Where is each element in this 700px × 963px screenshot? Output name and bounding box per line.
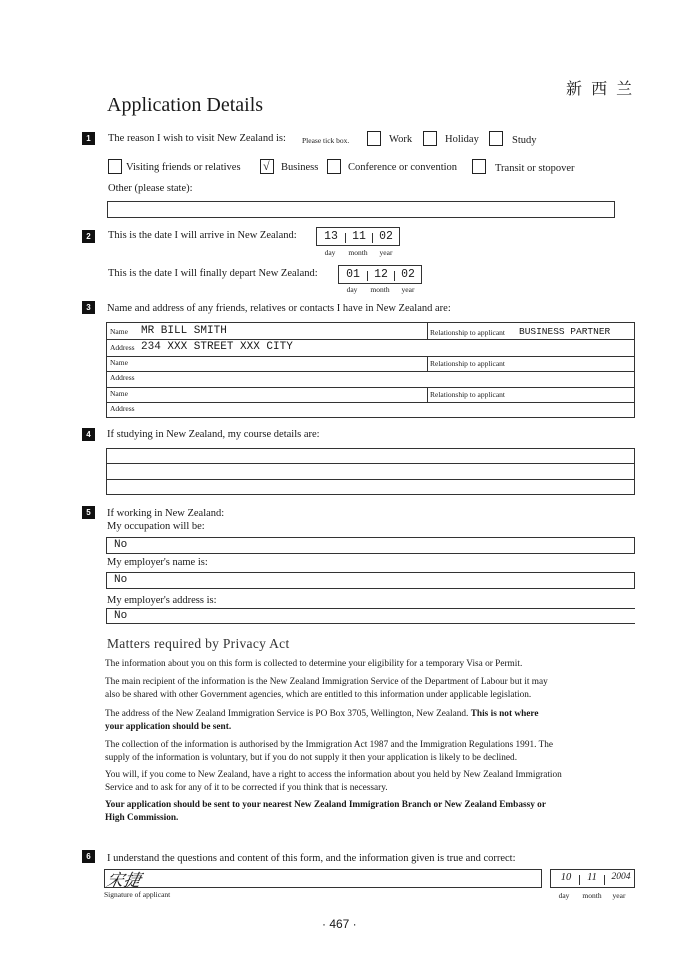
q1-prompt: The reason I wish to visit New Zealand is: <box>108 133 286 144</box>
privacy-paragraph-5: You will, if you come to New Zealand, have a right to access the information about you held by New Zealand Immigration Service and to ask for any of it to be corrected if you think that is necessary. <box>105 770 562 793</box>
section-number-4: 4 <box>82 428 95 441</box>
departure-month-label: month <box>370 285 390 294</box>
contact1-address-label: Address <box>110 343 135 352</box>
checkmark-icon: √ <box>263 159 270 173</box>
departure-year-label: year <box>401 285 415 294</box>
course-details-field[interactable] <box>106 448 635 495</box>
q4-prompt: If studying in New Zealand, my course details are: <box>107 429 320 440</box>
contact1-address[interactable]: 234 XXX STREET XXX CITY <box>141 341 293 353</box>
section-number-2: 2 <box>82 230 95 243</box>
section-number-5: 5 <box>82 506 95 519</box>
employer-name-value: No <box>114 574 128 586</box>
option-label-work: Work <box>389 134 413 145</box>
arrival-day-label: day <box>324 248 336 257</box>
checkbox-study[interactable] <box>489 131 503 146</box>
checkbox-work[interactable] <box>367 131 381 146</box>
employer-address-value: No <box>114 610 128 622</box>
checkbox-visiting-friends[interactable] <box>108 159 122 174</box>
option-label-study: Study <box>512 135 537 146</box>
page-number: · 467 · <box>322 917 357 931</box>
arrival-day: 13 <box>324 230 338 243</box>
option-label-business: Business <box>281 162 319 173</box>
contact3-address-label: Address <box>110 404 135 413</box>
section-number-1: 1 <box>82 132 95 145</box>
checkbox-transit[interactable] <box>472 159 486 174</box>
departure-year: 02 <box>401 268 415 281</box>
employer-address-field[interactable] <box>106 608 635 624</box>
arrival-year: 02 <box>379 230 393 243</box>
checkbox-business[interactable] <box>260 159 274 174</box>
checkbox-conference[interactable] <box>327 159 341 174</box>
occupation-field[interactable] <box>106 537 635 554</box>
signature: 宋捷 <box>104 871 143 891</box>
section-number-3: 3 <box>82 301 95 314</box>
contact2-relationship-label: Relationship to applicant <box>430 359 505 368</box>
privacy-paragraph-2: The main recipient of the information is the New Zealand Immigration Service of the Department of Labour but it may also be shared with other Government agencies, which are entitled to this information under applicable legislation. <box>105 677 548 700</box>
depart-label: This is the date I will finally depart New Zealand: <box>108 268 318 279</box>
privacy-heading: Matters required by Privacy Act <box>107 636 290 651</box>
signature-date-field[interactable] <box>550 869 635 888</box>
signature-year-label: year <box>612 891 626 900</box>
contact1-name-label: Name <box>110 327 128 336</box>
contact3-name-label: Name <box>110 389 128 398</box>
signature-day: 10 <box>560 872 572 883</box>
departure-month: 12 <box>374 268 388 281</box>
signature-month: 11 <box>587 872 597 883</box>
occupation-value: No <box>114 539 128 551</box>
option-label-conference: Conference or convention <box>348 162 458 173</box>
departure-day-label: day <box>346 285 358 294</box>
q3-prompt: Name and address of any friends, relatives or contacts I have in New Zealand are: <box>107 303 451 314</box>
contact1-relationship-label: Relationship to applicant <box>430 328 505 337</box>
signature-month-label: month <box>582 891 602 900</box>
arrival-month: 11 <box>352 230 366 243</box>
employer-address-label: My employer's address is: <box>107 595 217 606</box>
option-label-transit: Transit or stopover <box>495 163 575 174</box>
signature-year: 2004 <box>611 872 631 882</box>
contact2-name-label: Name <box>110 358 128 367</box>
chinese-header: 新 西 兰 <box>566 79 635 98</box>
checkbox-holiday[interactable] <box>423 131 437 146</box>
contact2-address-label: Address <box>110 373 135 382</box>
q5-prompt: If working in New Zealand: <box>107 508 225 519</box>
departure-date-field[interactable] <box>338 265 422 284</box>
q6-prompt: I understand the questions and content of this form, and the information given is true and correct: <box>107 853 516 864</box>
option-label-holiday: Holiday <box>445 134 479 145</box>
other-label: Other (please state): <box>108 183 193 194</box>
q1-tick-hint: Please tick box. <box>302 136 350 145</box>
departure-day: 01 <box>346 268 360 281</box>
signature-field[interactable] <box>104 869 542 891</box>
option-label-visiting-friends: Visiting friends or relatives <box>126 162 241 173</box>
arrival-date-field[interactable] <box>316 227 400 246</box>
signature-label: Signature of applicant <box>104 890 171 899</box>
section-number-6: 6 <box>82 850 95 863</box>
arrival-year-label: year <box>379 248 393 257</box>
privacy-paragraph-3: The address of the New Zealand Immigration Service is PO Box 3705, Wellington, New Zealand. This is not where your application should be sent. <box>105 709 539 732</box>
privacy-paragraph-6: Your application should be sent to your nearest New Zealand Immigration Branch or New Zealand Embassy or High Commission. <box>105 800 546 823</box>
privacy-paragraph-4: The collection of the information is authorised by the Immigration Act 1987 and the Immigration Regulations 1991. The supply of the information is voluntary, but if you do not supply it then your application is likely to be declined. <box>105 740 554 763</box>
signature-day-label: day <box>558 891 570 900</box>
privacy-paragraph-1: The information about you on this form is collected to determine your eligibility for a temporary Visa or Permit. <box>105 659 523 669</box>
arrive-label: This is the date I will arrive in New Zealand: <box>108 230 297 241</box>
other-input[interactable] <box>107 201 615 218</box>
arrival-month-label: month <box>348 248 368 257</box>
page-title: Application Details <box>107 94 264 116</box>
occupation-label: My occupation will be: <box>107 521 205 532</box>
employer-name-label: My employer's name is: <box>107 557 208 568</box>
contact3-relationship-label: Relationship to applicant <box>430 390 505 399</box>
contact1-relationship[interactable]: BUSINESS PARTNER <box>519 326 611 337</box>
employer-name-field[interactable] <box>106 572 635 589</box>
contact1-name[interactable]: MR BILL SMITH <box>141 325 227 337</box>
